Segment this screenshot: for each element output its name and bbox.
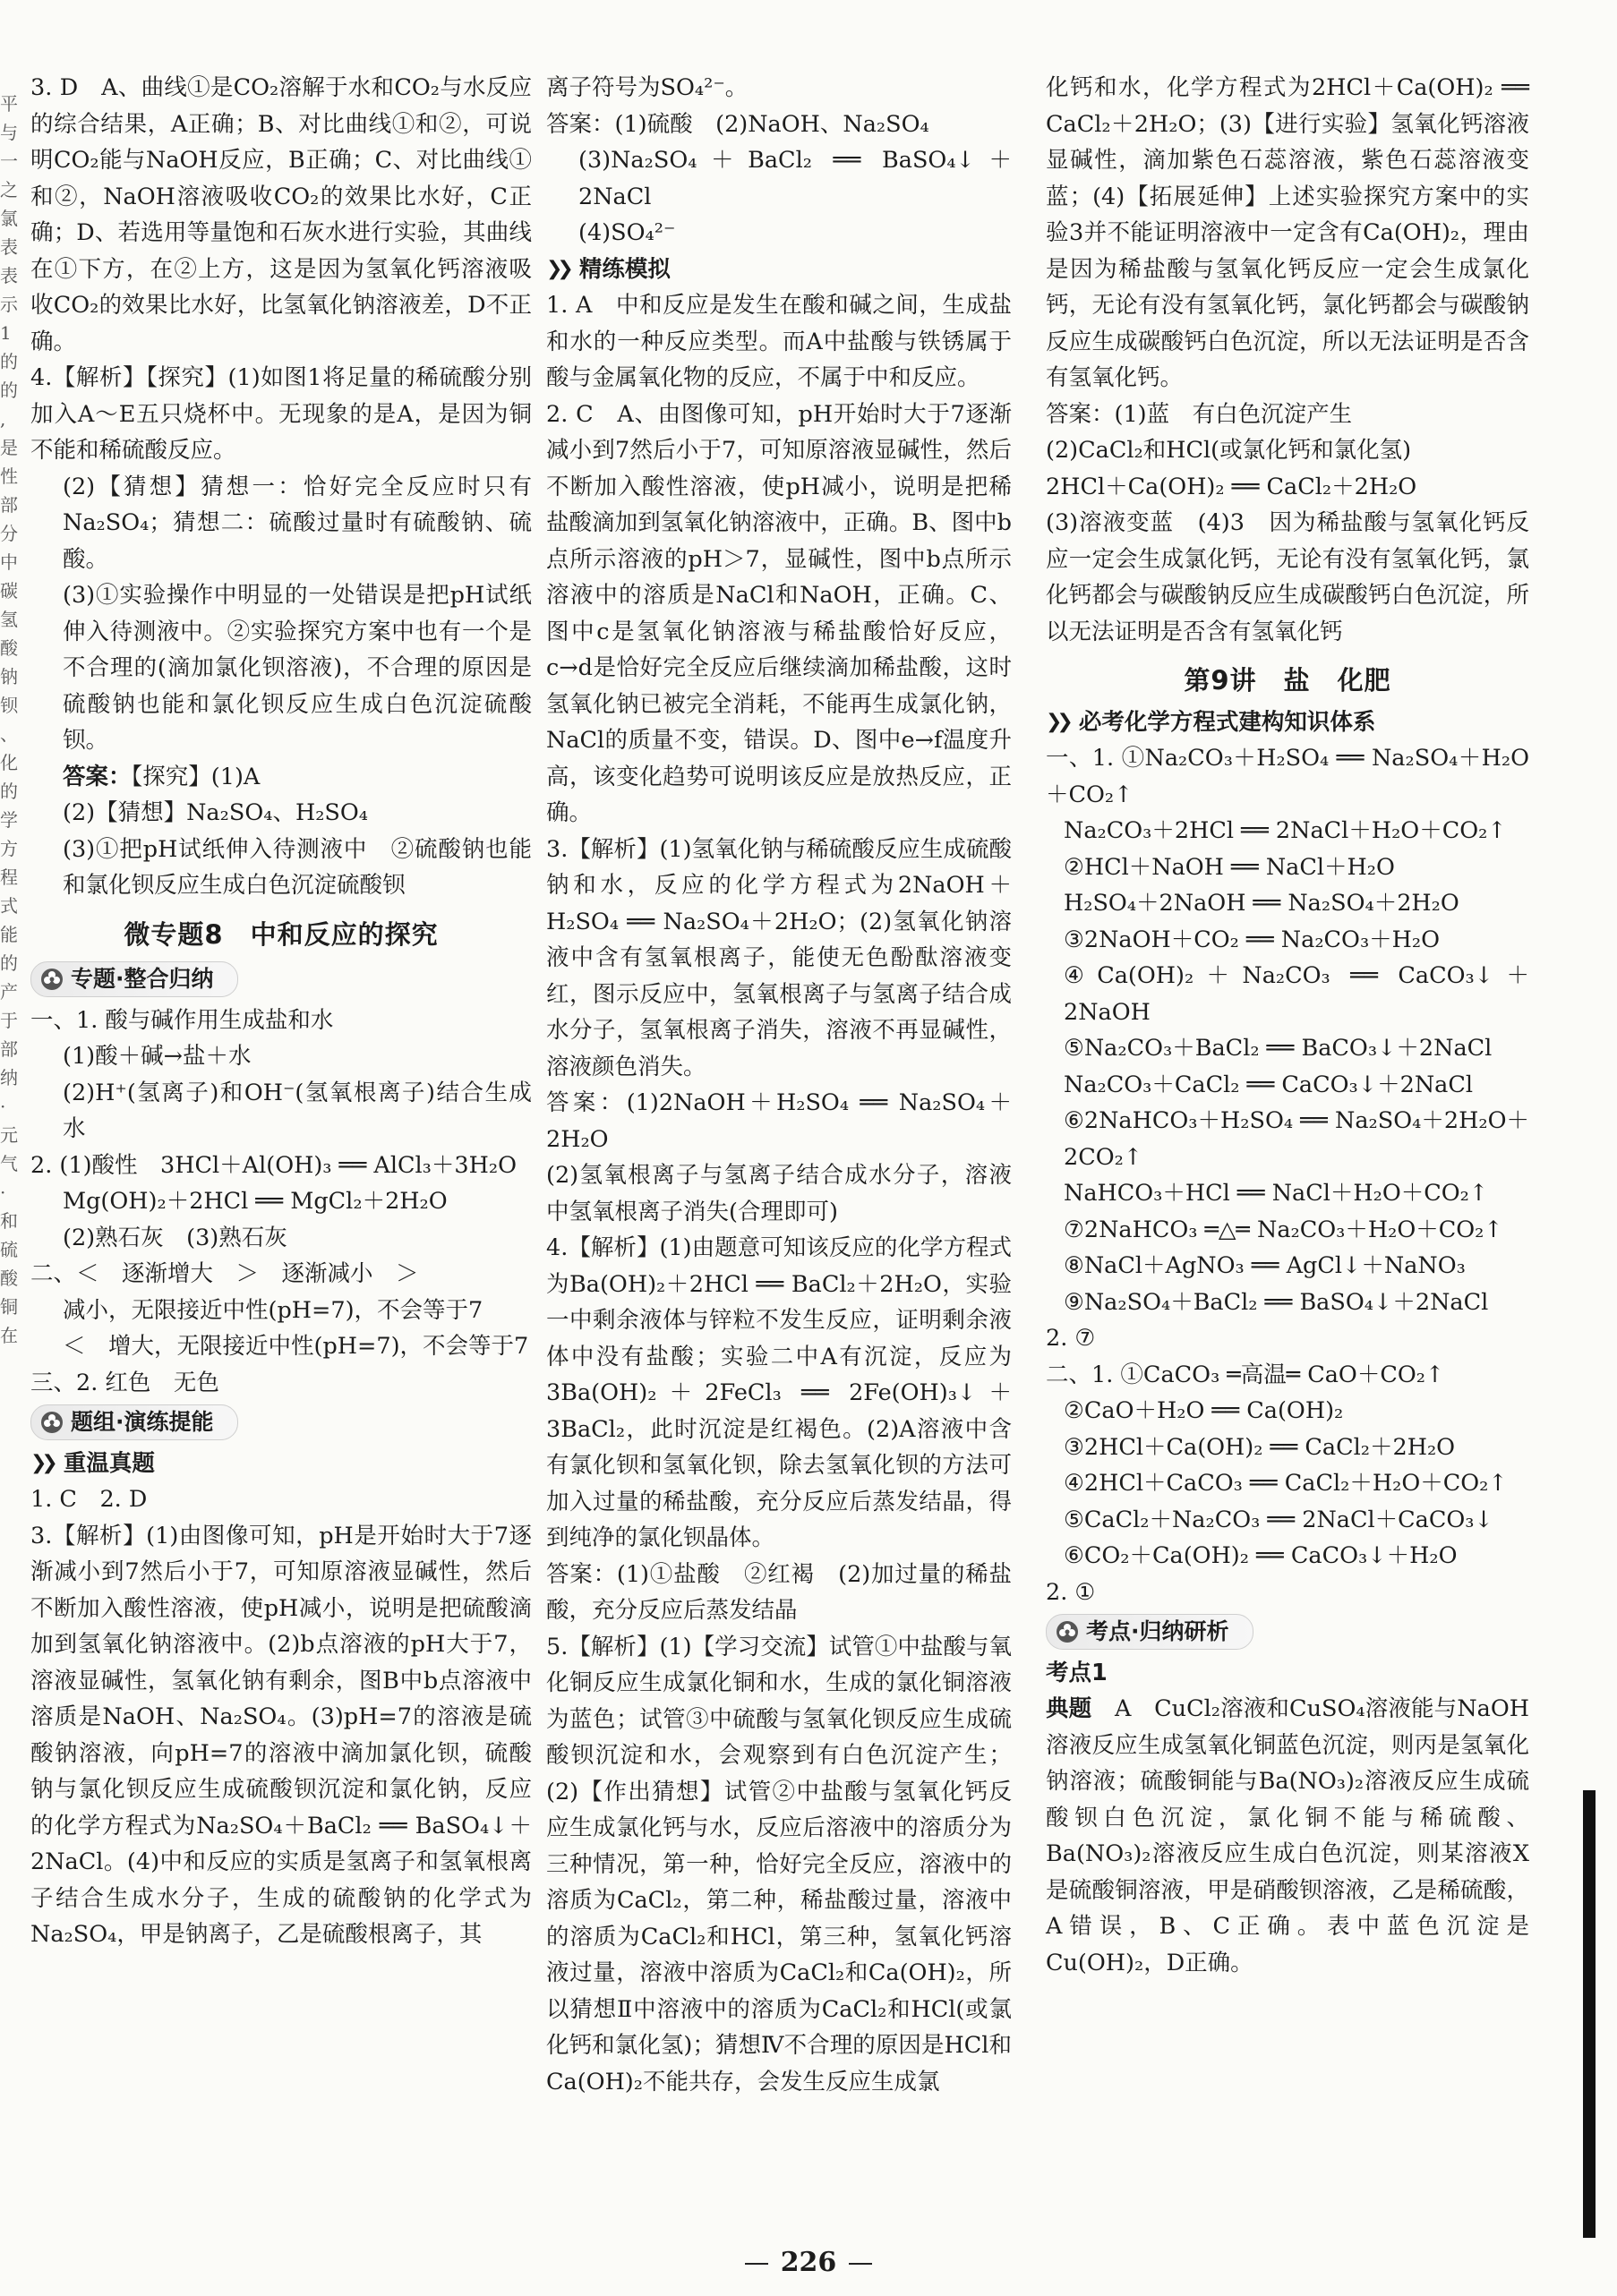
flower-icon xyxy=(40,968,64,991)
knowledge-6: (2)熟石灰 (3)熟石灰 xyxy=(63,1224,287,1251)
page-number: 226 xyxy=(0,2247,1617,2278)
drill-3: 3.【解析】(1)氢氧化钠与稀硫酸反应生成硫酸钠和水，反应的化学方程式为2NaOH＋H₂SO₄ ══ Na₂SO₄＋2H₂O；(2)氢氧化钠溶液中含有氢氧根离子，能使无色酚酞溶液变红，图示反应中，氢氧根离子与氢离子结合成水分子，氢氧根离子消失，溶液不再显碱性，溶液颜色消失。 xyxy=(546,835,1012,1080)
calcium-eq-5: ⑤CaCl₂＋Na₂CO₃ ══ 2NaCl＋CaCO₃↓ xyxy=(1064,1506,1493,1533)
cont-d3: (2)CaCl₂和HCl(或氯化钙和氯化氢) xyxy=(1046,437,1412,464)
cont-d5: (3)溶液变蓝 (4)3 因为稀盐酸与氢氧化钙反应一定会生成氯化钙，无论有没有氢氧化钙，氯化钙都会与碳酸钠反应生成碳酸钙白色沉淀，所以无法证明是否含有氢氧化钙 xyxy=(1046,509,1529,645)
answer-q3: 3. D A、曲线①是CO₂溶解于水和CO₂与水反应的综合结果，A正确；B、对比曲线①和②，可说明CO₂能与NaOH反应，B正确；C、对比曲线①和②，NaOH溶液吸收CO₂的效果比水好，C正确；D、若选用等量饱和石灰水进行实验，其曲线在①下方，在②上方，这是因为氢氧化钙溶液吸收CO₂的效果比水好，比氢氧化钠溶液差，D不正确。 xyxy=(30,74,532,355)
lecture-title: 第9讲 盐 化肥 xyxy=(1184,665,1391,696)
subheading-equations: ❯❯ 必考化学方程式建构知识体系 xyxy=(1046,704,1529,741)
calcium-answer-2: 2. ① xyxy=(1046,1578,1096,1606)
equation-8: Na₂CO₃＋CaCl₂ ══ CaCO₃↓＋2NaCl xyxy=(1064,1071,1474,1098)
equation-10: NaHCO₃＋HCl ══ NaCl＋H₂O＋CO₂↑ xyxy=(1064,1180,1489,1207)
knowledge-5: Mg(OH)₂＋2HCl ══ MgCl₂＋2H₂O xyxy=(63,1188,448,1215)
calcium-eq-3: ③2HCl＋Ca(OH)₂ ══ CaCl₂＋2H₂O xyxy=(1064,1433,1456,1461)
knowledge-9: ＜ 增大，无限接近中性(pH=7)，不会等于7 xyxy=(63,1333,529,1360)
drill-1: 1. A 中和反应是发生在酸和碱之间，生成盐和水的一种反应类型。而A中盐酸与铁锈属于酸与金属氧化物的反应，不属于中和反应。 xyxy=(546,292,1012,391)
drill-4: 4.【解析】(1)由题意可知该反应的化学方程式为Ba(OH)₂＋2HCl ══ BaCl₂＋2H₂O，实验一中剩余液体与锌粒不发生反应，证明剩余液体中没有盐酸；实验二中A有沉淀，反应为3Ba(OH)₂＋2FeCl₃ ══ 2Fe(OH)₃↓＋3BaCl₂，此时沉淀是红褐色。(2)A溶液中含有氯化钡和氢氧化钡，除去氢氧化钡的方法可加入过量的稀盐酸，充分反应后蒸发结晶，得到纯净的氯化钡晶体。 xyxy=(546,1234,1012,1551)
calcium-eq-2: ②CaO＋H₂O ══ Ca(OH)₂ xyxy=(1064,1397,1344,1424)
subheading-review: ❯❯ 重温真题 xyxy=(30,1446,532,1482)
cont-d1: 化钙和水，化学方程式为2HCl＋Ca(OH)₂ ══ CaCl₂＋2H₂O；(3)【进行实验】氢氧化钙溶液显碱性，滴加紫色石蕊溶液，紫色石蕊溶液变蓝；(4)【拓展延伸】上述实验探究方案中的实验3并不能证明溶液中一定含有Ca(OH)₂，理由是因为稀盐酸与氢氧化钙反应一定会生成氯化钙，无论有没有氢氧化钙，氯化钙都会与碳酸钠反应生成碳酸钙白色沉淀，所以无法证明是否含有氢氧化钙。 xyxy=(1046,74,1529,391)
drill-2: 2. C A、由图像可知，pH开始时大于7逐渐减小到7然后小于7，可知原溶液显碱性，然后不断加入酸性溶液，使pH减小，说明是把稀盐酸滴加到氢氧化钠溶液中，正确。B、图中b点所示溶液的pH＞7，显碱性，图中b点所示溶液中的溶质是NaCl和NaOH，正确。C、图中c是氢氧化钠溶液与稀盐酸恰好反应，c→d是恰好完全反应后继续滴加稀盐酸，这时氢氧化钠已被完全消耗，不能再生成氯化钠，NaCl的质量不变，错误。D、图中e→f温度升高，该变化趋势可说明该反应是放热反应，正确。 xyxy=(546,400,1012,826)
cont-d2: 答案：(1)蓝 有白色沉淀产生 xyxy=(1046,400,1353,428)
drill-3-answer: 答案：(1)2NaOH＋H₂SO₄ ══ Na₂SO₄＋2H₂O xyxy=(546,1089,1012,1153)
double-chevron-icon: ❯❯ xyxy=(30,1451,53,1474)
review-1-2: 1. C 2. D xyxy=(30,1486,148,1513)
equation-13: ⑨Na₂SO₄＋BaCl₂ ══ BaSO₄↓＋2NaCl xyxy=(1064,1288,1489,1316)
test-point-1: 考点1 xyxy=(1046,1659,1108,1686)
equation-5: ③2NaOH＋CO₂ ══ Na₂CO₃＋H₂O xyxy=(1064,926,1441,953)
answer-q4-step3: (3)①实验操作中明显的一处错误是把pH试纸伸入待测液中。②实验探究方案中也有一个是不合理的(滴加氯化钡溶液)，不合理的原因是硫酸钠也能和氯化钡反应生成白色沉淀硫酸钡。 xyxy=(63,582,532,754)
knowledge-4: 2. (1)酸性 3HCl＋Al(OH)₃ ══ AlCl₃＋3H₂O xyxy=(30,1151,517,1179)
double-chevron-icon: ❯❯ xyxy=(1046,710,1068,733)
equation-3: ②HCl＋NaOH ══ NaCl＋H₂O xyxy=(1064,853,1395,881)
cont-answer-2: (3)Na₂SO₄＋BaCl₂ ══ BaSO₄↓＋2NaCl xyxy=(578,147,1012,210)
equation-12: ⑧NaCl＋AgNO₃ ══ AgCl↓＋NaNO₃ xyxy=(1064,1252,1466,1279)
typical-question: 典题 A CuCl₂溶液和CuSO₄溶液能与NaOH溶液反应生成氢氧化铜蓝色沉淀，则丙是氢氧化钠溶液；硫酸铜能与Ba(NO₃)₂溶液反应生成硫酸钡白色沉淀，氯化铜不能与稀硫酸、Ba(NO₃)₂溶液反应生成白色沉淀，则某溶液X是硫酸铜溶液，甲是硝酸钡溶液，乙是稀硫酸，A错误，B、C正确。表中蓝色沉淀是Cu(OH)₂，D正确。 xyxy=(1046,1695,1529,1976)
section-pill-summary xyxy=(30,961,238,997)
cont-answer-1: 答案：(1)硫酸 (2)NaOH、Na₂SO₄ xyxy=(546,110,929,138)
knowledge-2: (1)酸＋碱→盐＋水 xyxy=(63,1043,252,1070)
column-2 xyxy=(546,70,1012,2100)
equation-1: 一、1. ①Na₂CO₃＋H₂SO₄ ══ Na₂SO₄＋H₂O＋CO₂↑ xyxy=(1046,745,1529,808)
calcium-eq-4: ④2HCl＋CaCO₃ ══ CaCl₂＋H₂O＋CO₂↑ xyxy=(1064,1470,1508,1497)
knowledge-10: 三、2. 红色 无色 xyxy=(30,1369,219,1396)
equation-2: Na₂CO₃＋2HCl ══ 2NaCl＋H₂O＋CO₂↑ xyxy=(1064,817,1507,844)
answer-q4-key: 答案：【探究】(1)A xyxy=(63,763,261,790)
drill-4-answer: 答案：(1)①盐酸 ②红褐 (2)加过量的稀盐酸，充分反应后蒸发结晶 xyxy=(546,1560,1012,1624)
equation-answer-2: 2. ⑦ xyxy=(1046,1325,1096,1352)
knowledge-7: 二、＜ 逐渐增大 ＞ 逐渐减小 ＞ xyxy=(30,1260,419,1287)
equation-11: ⑦2NaHCO₃ ═△═ Na₂CO₃＋H₂O＋CO₂↑ xyxy=(1064,1216,1503,1243)
equation-7: ⑤Na₂CO₃＋BaCl₂ ══ BaCO₃↓＋2NaCl xyxy=(1064,1035,1493,1062)
flower-icon xyxy=(1056,1620,1079,1643)
column-1 xyxy=(30,70,532,1953)
knowledge-8: 减小，无限接近中性(pH=7)，不会等于7 xyxy=(63,1296,483,1324)
cont-line-1: 离子符号为SO₄²⁻。 xyxy=(546,74,749,101)
equation-4: H₂SO₄＋2NaOH ══ Na₂SO₄＋2H₂O xyxy=(1064,890,1459,917)
cont-d4: 2HCl＋Ca(OH)₂ ══ CaCl₂＋2H₂O xyxy=(1046,473,1417,500)
left-margin-fragments: 平 与 一 之 氯 表 表 示 1 的 的 , 是 性 部 分 中 碳 氢 酸 钠 钡 、 化 的 学 方 程 式 能 的 产 于 部 纳 · 元 气 · 和 硫 酸 铜 在 xyxy=(0,93,18,1346)
right-edge-bar xyxy=(1583,1790,1596,2238)
knowledge-1: 一、1. 酸与碱作用生成盐和水 xyxy=(30,1006,334,1034)
drill-3-answer-2: (2)氢氧根离子与氢离子结合成水分子，溶液中氢氧根离子消失(合理即可) xyxy=(546,1162,1012,1225)
knowledge-3: (2)H⁺(氢离子)和OH⁻(氢氧根离子)结合生成水 xyxy=(63,1079,532,1142)
equation-9: ⑥2NaHCO₃＋H₂SO₄ ══ Na₂SO₄＋2H₂O＋2CO₂↑ xyxy=(1064,1107,1529,1171)
flower-icon xyxy=(40,1411,64,1434)
section-pill-practice xyxy=(30,1404,238,1440)
double-chevron-icon: ❯❯ xyxy=(546,257,569,280)
calcium-eq-1: 二、1. ①CaCO₃ ═高温═ CaO＋CO₂↑ xyxy=(1046,1361,1445,1388)
answer-q4-key-3: (3)①把pH试纸伸入待测液中 ②硫酸钠也能和氯化钡反应生成白色沉淀硫酸钡 xyxy=(63,835,532,899)
typical-label: 典题 xyxy=(1046,1695,1092,1722)
drill-5: 5.【解析】(1)【学习交流】试管①中盐酸与氧化铜反应生成氯化铜和水，生成的氯化铜溶液为蓝色；试管③中硫酸与氢氧化钡反应生成硫酸钡沉淀和水，会观察到有白色沉淀产生；(2)【作出猜想】试管②中盐酸与氢氧化钙反应生成氯化钙与水，反应后溶液中的溶质分为三种情况，第一种，恰好完全反应，溶液中的溶质为CaCl₂，第二种，稀盐酸过量，溶液中的溶质为CaCl₂和HCl，第三种，氢氧化钙溶液过量，溶液中溶质为CaCl₂和Ca(OH)₂，所以猜想Ⅱ中溶液中的溶质为CaCl₂和HCl(或氯化钙和氯化氢)；猜想Ⅳ不合理的原因是HCl和Ca(OH)₂不能共存，会发生反应生成氯 xyxy=(546,1633,1012,2095)
answer-q4: 4.【解析】【探究】(1)如图1将足量的稀硫酸分别加入A～E五只烧杯中。无现象的是A，是因为铜不能和稀硫酸反应。 xyxy=(30,364,532,464)
answer-label: 答案： xyxy=(63,763,132,790)
column-3 xyxy=(1046,70,1529,1981)
section-pill-label: 考点·归纳研析 xyxy=(1086,1617,1229,1644)
section-pill-label: 专题·整合归纳 xyxy=(71,965,214,992)
equation-6: ④Ca(OH)₂＋Na₂CO₃ ══ CaCO₃↓＋2NaOH xyxy=(1064,962,1529,1026)
section-pill-label: 题组·演练提能 xyxy=(71,1408,214,1435)
cont-answer-3: (4)SO₄²⁻ xyxy=(578,219,676,246)
review-3: 3.【解析】(1)由图像可知，pH是开始时大于7逐渐减小到7然后小于7，可知原溶液显碱性，然后不断加入酸性溶液，使pH减小，说明是把硫酸滴加到氢氧化钠溶液中。(2)b点溶液的pH大于7，溶液显碱性，氢氧化钠有剩余，图B中b点溶液中溶质是NaOH、Na₂SO₄。(3)pH=7的溶液是硫酸钠溶液，向pH=7的溶液中滴加氯化钡，硫酸钠与氯化钡反应生成硫酸钡沉淀和氯化钠，反应的化学方程式为Na₂SO₄＋BaCl₂ ══ BaSO₄↓＋2NaCl。(4)中和反应的实质是氢离子和氢氧根离子结合生成水分子，生成的硫酸钠的化学式为Na₂SO₄，甲是钠离子，乙是硫酸根离子，其 xyxy=(30,1522,532,1948)
answer-q4-key-2: (2)【猜想】Na₂SO₄、H₂SO₄ xyxy=(63,799,369,826)
answer-q4-guess: (2)【猜想】猜想一：恰好完全反应时只有Na₂SO₄；猜想二：硫酸过量时有硫酸钠、硫酸。 xyxy=(63,473,532,573)
subheading-drill: ❯❯ 精练模拟 xyxy=(546,252,1012,288)
topic-title: 微专题8 中和反应的探究 xyxy=(124,918,439,950)
section-pill-analysis xyxy=(1046,1614,1253,1650)
calcium-eq-6: ⑥CO₂＋Ca(OH)₂ ══ CaCO₃↓＋H₂O xyxy=(1064,1542,1458,1569)
